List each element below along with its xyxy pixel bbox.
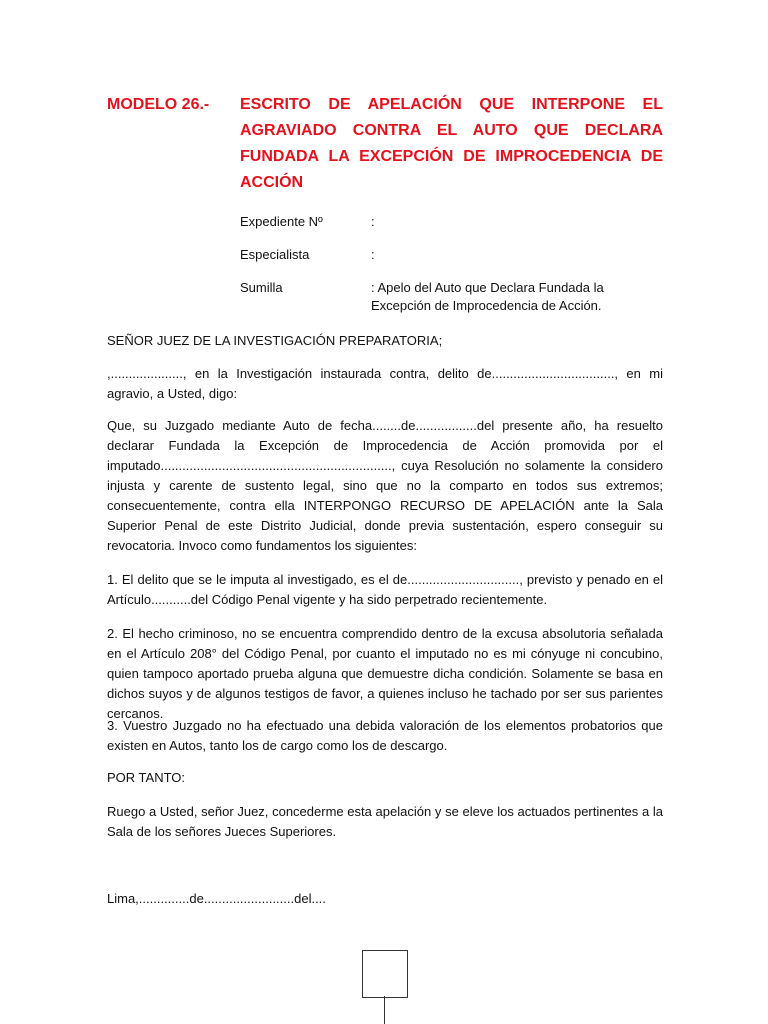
main-paragraph: Que, su Juzgado mediante Auto de fecha........de.................del presente año, ha resuelto declarar Fundada la Excepción de Improcedencia de Acción promovida por el imputado................................................................, cuya Resolución no solamente la considero injusta y carente de sustento legal, sino que no la comparto en todos sus extremos; consecuentemente, contra ella INTERPONGO RECURSO DE APELACIÓN ante la Sala Superior Penal de este Distrito Judicial, donde previa sustentación, espero conseguir su revocatoria. Invoco como fundamentos los siguientes: [107, 418, 663, 553]
signature-stem-line [384, 996, 385, 1024]
meta-value: : [371, 247, 375, 262]
petition-paragraph: Ruego a Usted, señor Juez, concederme esta apelación y se eleve los actuados pertinentes a la Sala de los señores Jueces Superiores. [107, 804, 663, 839]
model-number: MODELO 26.- [107, 96, 210, 113]
por-tanto-heading: POR TANTO: [107, 770, 186, 785]
meta-label: Expediente Nº [240, 214, 323, 229]
salutation: SEÑOR JUEZ DE LA INVESTIGACIÓN PREPARATORIA; [107, 333, 443, 348]
place-date-line: Lima,..............de.........................del.... [107, 891, 326, 906]
argument-item-1: 1. El delito que se le imputa al investigado, es el de..............................., previsto y penado en el Artículo...........del Código Penal vigente y ha sido perpetrado recientemente. [107, 572, 663, 607]
meta-value: : Apelo del Auto que Declara Fundada la Excepción de Improcedencia de Acción. [371, 280, 604, 313]
meta-value: : [371, 214, 375, 229]
argument-item-3: 3. Vuestro Juzgado no ha efectuado una debida valoración de los elementos probatorios que existen en Autos, tanto los de cargo como los de descargo. [107, 718, 663, 753]
argument-item-2: 2. El hecho criminoso, no se encuentra comprendido dentro de la excusa absolutoria señalada en el Artículo 208° del Código Penal, por cuanto el imputado no es mi cónyuge ni concubino, quien tampoco aportado prueba alguna que demuestre dicha condición. Solamente se basa en dichos suyos y de algunos testigos de favor, a quienes incluso he tachado por ser sus parientes cercanos. [107, 626, 663, 721]
meta-label: Sumilla [240, 280, 283, 295]
document-title: ESCRITO DE APELACIÓN QUE INTERPONE EL AGRAVIADO CONTRA EL AUTO QUE DECLARA FUNDADA LA EXCEPCIÓN DE IMPROCEDENCIA DE ACCIÓN [240, 96, 663, 191]
meta-label: Especialista [240, 247, 310, 262]
signature-box [362, 950, 408, 998]
intro-paragraph: ,...................., en la Investigación instaurada contra, delito de.................................., en mi agravio, a Usted, digo: [107, 366, 663, 401]
